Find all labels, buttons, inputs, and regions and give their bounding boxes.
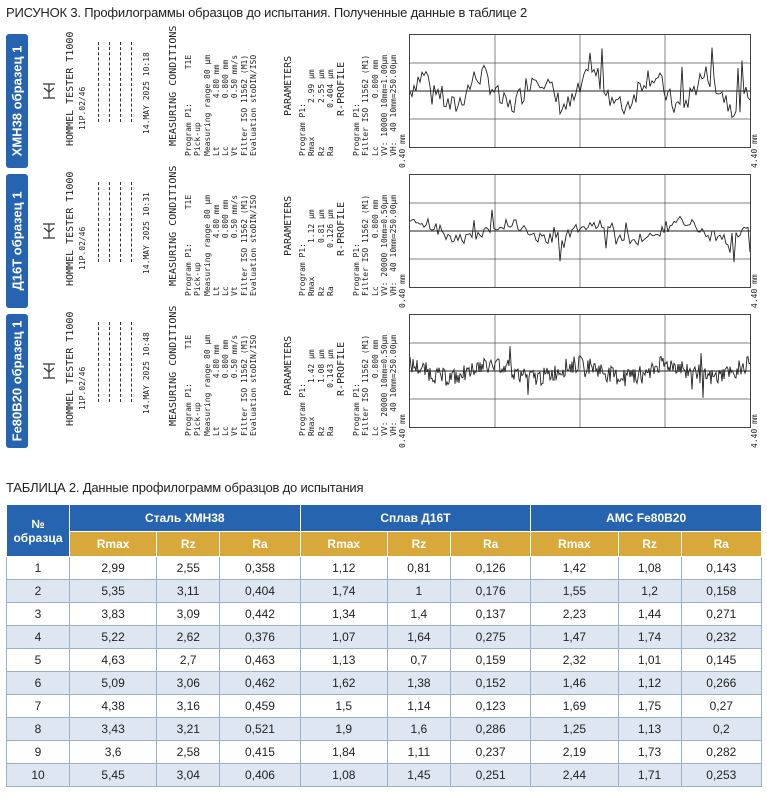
value-cell: 3,09 [157, 603, 220, 626]
table-row [7, 649, 762, 672]
conditions-title: MEASURING CONDITIONS [168, 25, 179, 146]
value-cell: 1,46 [531, 672, 618, 695]
value-cell: 5,45 [70, 764, 157, 787]
value-cell: 1,75 [618, 695, 681, 718]
value-cell: 0,463 [220, 649, 300, 672]
table-label: ТАБЛИЦА 2. [6, 480, 80, 495]
value-cell: 3,16 [157, 695, 220, 718]
axis-start-label: 0.40 mm [398, 134, 407, 168]
sample-number-cell: 6 [7, 672, 70, 695]
value-cell: 1,14 [387, 695, 450, 718]
value-cell: 0,282 [681, 741, 761, 764]
value-cell: 4,63 [70, 649, 157, 672]
group-header-ams: АМС Fe80B20 [531, 505, 762, 532]
measurement-datetime: 14.MAY 2025 10:18 [142, 52, 151, 134]
value-cell: 0,286 [450, 718, 530, 741]
value-cell: 2,58 [157, 741, 220, 764]
value-cell: 1,25 [531, 718, 618, 741]
value-cell: 2,19 [531, 741, 618, 764]
value-cell: 0,143 [681, 557, 761, 580]
r-profile-plot [410, 175, 750, 287]
value-cell: 0,176 [450, 580, 530, 603]
value-cell: 1,01 [618, 649, 681, 672]
value-cell: 1,45 [387, 764, 450, 787]
sample-number-cell: 10 [7, 764, 70, 787]
dashed-line [98, 182, 99, 262]
tester-serial: 11P.02/46 [78, 86, 87, 130]
col-header: Rmax [70, 532, 157, 557]
figure-caption-text: Профилограммы образцов до испытания. Полученные данные в таблице 2 [84, 5, 527, 20]
value-cell: 3,11 [157, 580, 220, 603]
measurement-datetime: 14.MAY 2025 10:31 [142, 192, 151, 274]
dashed-line [120, 42, 121, 122]
value-cell: 1,64 [387, 626, 450, 649]
tester-serial: 11P.02/46 [78, 366, 87, 410]
profile-title: R-PROFILE [336, 201, 347, 256]
value-cell: 1,62 [300, 672, 387, 695]
value-cell: 0,459 [220, 695, 300, 718]
value-cell: 0,271 [681, 603, 761, 626]
hommel-logo-icon [40, 222, 58, 240]
sample-label-text: ХМН38 образец 1 [9, 45, 25, 157]
table-caption [6, 480, 363, 495]
value-cell: 0,158 [681, 580, 761, 603]
value-cell: 0,406 [220, 764, 300, 787]
parameters-title: PARAMETERS [283, 55, 294, 116]
value-cell: 0,123 [450, 695, 530, 718]
value-cell: 5,09 [70, 672, 157, 695]
tester-name: HOMMEL TESTER T1000 [65, 311, 76, 426]
r-profile-chart [409, 174, 751, 288]
tester-serial: 11P.02/46 [78, 226, 87, 270]
profile-info: Program P1: Filter ISO 11562 (M1) Lc 0.800 mm VV: 20000 10mm=0.50µm VH: 40 10mm=250.00µm [352, 334, 399, 436]
figure-caption [6, 5, 527, 20]
value-cell: 0,404 [220, 580, 300, 603]
value-cell: 1,69 [531, 695, 618, 718]
value-cell: 0,81 [387, 557, 450, 580]
table-row [7, 741, 762, 764]
value-cell: 3,83 [70, 603, 157, 626]
value-cell: 0,145 [681, 649, 761, 672]
value-cell: 1,74 [300, 580, 387, 603]
value-cell: 1,47 [531, 626, 618, 649]
value-cell: 0,358 [220, 557, 300, 580]
r-profile-plot [410, 35, 750, 147]
value-cell: 0,2 [681, 718, 761, 741]
sample-number-cell: 8 [7, 718, 70, 741]
col-header: Ra [220, 532, 300, 557]
profilogram-data-table [6, 504, 762, 787]
sample-number-cell: 7 [7, 695, 70, 718]
dashed-line [131, 42, 132, 122]
value-cell: 2,99 [70, 557, 157, 580]
value-cell: 1,55 [531, 580, 618, 603]
value-cell: 0,275 [450, 626, 530, 649]
tester-name: HOMMEL TESTER T1000 [65, 171, 76, 286]
axis-end-label: 4.40 mm [750, 274, 759, 308]
value-cell: 3,21 [157, 718, 220, 741]
value-cell: 0,232 [681, 626, 761, 649]
table-row [7, 626, 762, 649]
dashed-line [98, 42, 99, 122]
axis-start-label: 0.40 mm [398, 414, 407, 448]
profile-title: R-PROFILE [336, 61, 347, 116]
value-cell: 1,13 [618, 718, 681, 741]
parameters-title: PARAMETERS [283, 195, 294, 256]
table-row [7, 672, 762, 695]
value-cell: 5,35 [70, 580, 157, 603]
value-cell: 3,6 [70, 741, 157, 764]
hommel-logo-icon [40, 82, 58, 100]
value-cell: 1,9 [300, 718, 387, 741]
conditions-title: MEASURING CONDITIONS [168, 165, 179, 286]
value-cell: 0,137 [450, 603, 530, 626]
tester-name: HOMMEL TESTER T1000 [65, 31, 76, 146]
value-cell: 1,4 [387, 603, 450, 626]
axis-start-label: 0.40 mm [398, 274, 407, 308]
profile-info: Program P1: Filter ISO 11562 (M1) Lc 0.800 mm VV: 10000 10mm=1.00µm VH: 40 10mm=250.00µm [352, 54, 399, 156]
value-cell: 1,08 [300, 764, 387, 787]
value-cell: 1,07 [300, 626, 387, 649]
group-header-steel: Сталь ХМН38 [70, 505, 301, 532]
parameters-values: Program P1: Rmax 1.42 µm Rz 1.08 µm Ra 0.143 µm [298, 349, 335, 436]
parameters-title: PARAMETERS [283, 335, 294, 396]
col-header: Ra [450, 532, 530, 557]
value-cell: 1,71 [618, 764, 681, 787]
value-cell: 2,55 [157, 557, 220, 580]
value-cell: 1,84 [300, 741, 387, 764]
table-caption-text: Данные профилограмм образцов до испытания [82, 480, 364, 495]
value-cell: 3,06 [157, 672, 220, 695]
parameters-values: Program P1: Rmax 2.99 µm Rz 2.55 µm Ra 0.404 µm [298, 69, 335, 156]
measuring-conditions: Program P1: T1E Pick-up Measuring range 80 µm Lt 4.80 mm Lc 0.800 mm Vt 0.50 mm/s Filter ISO 11562 (M1) Evaluation stoDIN/ISO [184, 334, 259, 436]
sample-number-cell: 4 [7, 626, 70, 649]
value-cell: 1,42 [531, 557, 618, 580]
r-profile-chart [409, 314, 751, 428]
value-cell: 0,237 [450, 741, 530, 764]
dashed-line [120, 182, 121, 262]
figure-label: РИСУНОК 3. [6, 5, 81, 20]
measuring-conditions: Program P1: T1E Pick-up Measuring range 80 µm Lt 4.80 mm Lc 0.800 mm Vt 0.50 mm/s Filter ISO 11562 (M1) Evaluation stoDIN/ISO [184, 194, 259, 296]
r-profile-chart [409, 34, 751, 148]
col-header: Rz [157, 532, 220, 557]
dashed-line [131, 322, 132, 402]
value-cell: 1,73 [618, 741, 681, 764]
value-cell: 2,23 [531, 603, 618, 626]
value-cell: 0,521 [220, 718, 300, 741]
value-cell: 0,27 [681, 695, 761, 718]
table-row [7, 603, 762, 626]
value-cell: 0,442 [220, 603, 300, 626]
table-row [7, 695, 762, 718]
value-cell: 1,2 [618, 580, 681, 603]
value-cell: 1,12 [618, 672, 681, 695]
value-cell: 2,32 [531, 649, 618, 672]
value-cell: 0,251 [450, 764, 530, 787]
dashed-line [109, 182, 110, 262]
sample-number-cell: 1 [7, 557, 70, 580]
dashed-line [109, 322, 110, 402]
value-cell: 2,44 [531, 764, 618, 787]
dashed-line [98, 322, 99, 402]
value-cell: 1 [387, 580, 450, 603]
value-cell: 3,43 [70, 718, 157, 741]
value-cell: 0,126 [450, 557, 530, 580]
value-cell: 0,462 [220, 672, 300, 695]
value-cell: 0,253 [681, 764, 761, 787]
value-cell: 2,7 [157, 649, 220, 672]
sample-number-cell: 9 [7, 741, 70, 764]
measurement-datetime: 14.MAY 2025 10:48 [142, 332, 151, 414]
value-cell: 1,38 [387, 672, 450, 695]
value-cell: 2,62 [157, 626, 220, 649]
value-cell: 0,152 [450, 672, 530, 695]
sample-number-cell: 5 [7, 649, 70, 672]
sample-label [6, 314, 28, 448]
value-cell: 3,04 [157, 764, 220, 787]
value-cell: 0,159 [450, 649, 530, 672]
sample-label-text: Д16Т образец 1 [9, 191, 25, 291]
col-header: Rz [618, 532, 681, 557]
sample-label [6, 174, 28, 308]
value-cell: 0,7 [387, 649, 450, 672]
axis-end-label: 4.40 mm [750, 414, 759, 448]
parameters-values: Program P1: Rmax 1.12 µm Rz 0.81 µm Ra 0.126 µm [298, 209, 335, 296]
value-cell: 1,08 [618, 557, 681, 580]
value-cell: 1,34 [300, 603, 387, 626]
value-cell: 1,6 [387, 718, 450, 741]
table-row [7, 764, 762, 787]
table-row [7, 580, 762, 603]
sample-number-cell: 2 [7, 580, 70, 603]
axis-end-label: 4.40 mm [750, 134, 759, 168]
conditions-title: MEASURING CONDITIONS [168, 305, 179, 426]
col-header: Rmax [531, 532, 618, 557]
value-cell: 0,415 [220, 741, 300, 764]
sample-number-cell: 3 [7, 603, 70, 626]
sample-number-header: № образца [7, 505, 70, 557]
dashed-line [120, 322, 121, 402]
profile-info: Program P1: Filter ISO 11562 (M1) Lc 0.800 mm VV: 20000 10mm=0.50µm VH: 40 10mm=250.00µm [352, 194, 399, 296]
col-header: Ra [681, 532, 761, 557]
measuring-conditions: Program P1: T1E Pick-up Measuring range 80 µm Lt 4.80 mm Lc 0.800 mm Vt 0.50 mm/s Filter ISO 11562 (M1) Evaluation stoDIN/ISO [184, 54, 259, 156]
r-profile-plot [410, 315, 750, 427]
profilogram-panel [6, 305, 762, 448]
value-cell: 1,44 [618, 603, 681, 626]
group-header-alloy: Сплав Д16Т [300, 505, 531, 532]
col-header: Rmax [300, 532, 387, 557]
profilogram-panel [6, 25, 762, 168]
value-cell: 4,38 [70, 695, 157, 718]
dashed-line [109, 42, 110, 122]
value-cell: 1,11 [387, 741, 450, 764]
value-cell: 1,12 [300, 557, 387, 580]
value-cell: 5,22 [70, 626, 157, 649]
profilogram-panel [6, 165, 762, 308]
value-cell: 1,5 [300, 695, 387, 718]
value-cell: 1,74 [618, 626, 681, 649]
sample-label-text: Fe80B20 образец 1 [9, 320, 25, 442]
sample-label [6, 34, 28, 168]
table-row [7, 557, 762, 580]
value-cell: 0,376 [220, 626, 300, 649]
value-cell: 1,13 [300, 649, 387, 672]
value-cell: 0,266 [681, 672, 761, 695]
col-header: Rz [387, 532, 450, 557]
profile-title: R-PROFILE [336, 341, 347, 396]
table-row [7, 718, 762, 741]
dashed-line [131, 182, 132, 262]
hommel-logo-icon [40, 362, 58, 380]
